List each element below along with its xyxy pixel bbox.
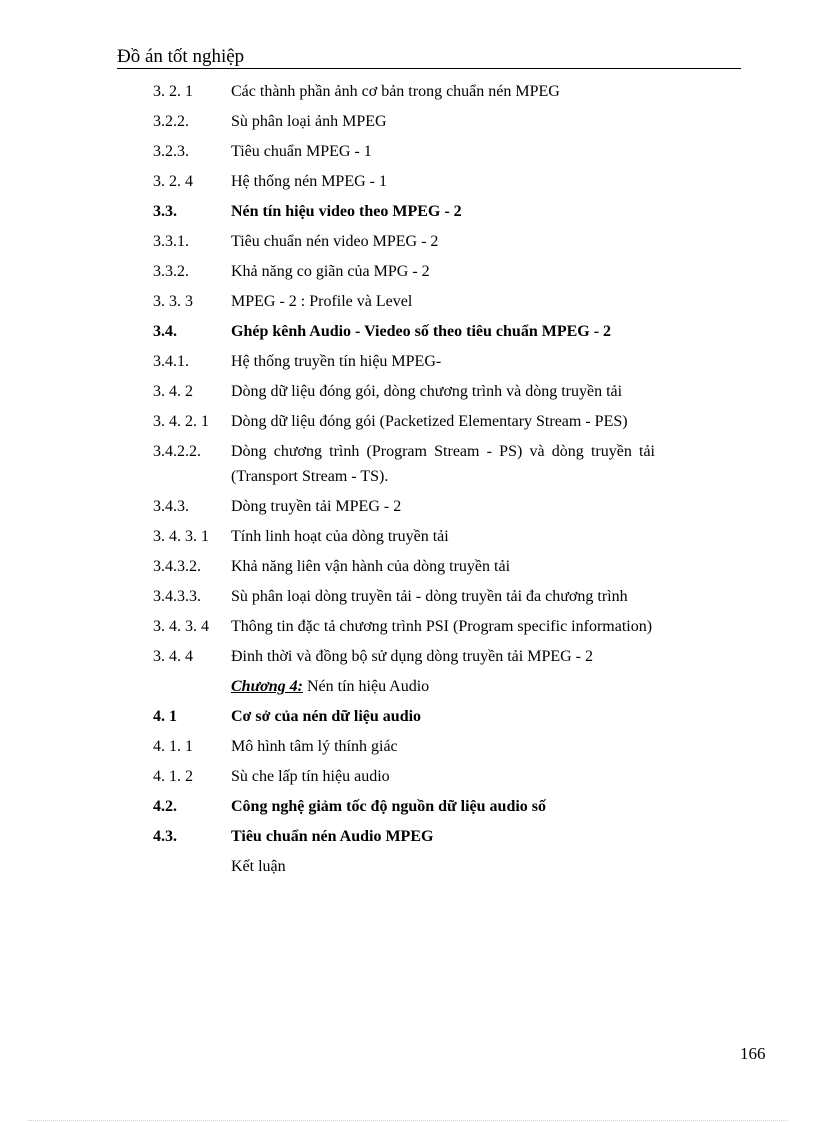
- toc-entry: [153, 794, 655, 819]
- toc-entry: [153, 644, 655, 669]
- toc-entry-title: Tiêu chuẩn MPEG - 1: [231, 143, 372, 160]
- toc-entry-title: Các thành phần ảnh cơ bản trong chuẩn nén MPEG: [231, 83, 560, 100]
- toc-entry-number: 3. 2. 4: [153, 173, 193, 190]
- toc-entry-title: Dòng chương trình (Program Stream - PS) và dòng truyền tải (Transport Stream - TS).: [231, 443, 655, 485]
- toc-entry-number: 4. 1. 2: [153, 768, 193, 785]
- toc-entry: [153, 439, 655, 489]
- toc-list-chapter-4: [153, 704, 655, 849]
- toc-entry-number: 3. 3. 3: [153, 293, 193, 310]
- toc-entry-number: 3.4.1.: [153, 353, 189, 370]
- toc-entry-title: Hệ thống nén MPEG - 1: [231, 173, 387, 190]
- toc-entry-number: 3. 4. 4: [153, 648, 193, 665]
- header-title: Đồ án tốt nghiệp: [117, 46, 245, 67]
- toc-entry-number: 3. 4. 2. 1: [153, 413, 209, 430]
- toc-entry: [153, 169, 655, 194]
- toc-entry: [153, 584, 655, 609]
- toc-entry-number: 3.3.1.: [153, 233, 189, 250]
- toc-entry-number: 3. 4. 2: [153, 383, 193, 400]
- toc-entry: [153, 319, 655, 344]
- toc-entry-title: Tiêu chuẩn nén video MPEG - 2: [231, 233, 439, 250]
- toc-entry-title: Sù phân loại ảnh MPEG: [231, 113, 387, 130]
- conclusion-row: [153, 854, 655, 879]
- toc-entry-title: Ghép kênh Audio - Viedeo số theo tiêu chuẩn MPEG - 2: [231, 323, 612, 340]
- toc-entry: [153, 109, 655, 134]
- toc-entry-title: Tính linh hoạt của dòng truyền tải: [231, 528, 449, 545]
- toc-entry-number: 3.4.3.: [153, 498, 189, 515]
- toc-entry-title: Sù phân loại dòng truyền tải - dòng truyền tải đa chương trình: [231, 588, 628, 605]
- toc-entry-number: 3. 4. 3. 4: [153, 618, 209, 635]
- toc-entry-number: 3.4.3.2.: [153, 558, 201, 575]
- toc-entry: [153, 764, 655, 789]
- chapter-label: Chương 4:: [231, 678, 303, 695]
- toc-entry-title: Công nghệ giảm tốc độ nguồn dữ liệu audio số: [231, 798, 547, 815]
- toc-entry-title: Dòng dữ liệu đóng gói (Packetized Elementary Stream - PES): [231, 413, 628, 430]
- toc-entry: [153, 379, 655, 404]
- toc-entry-number: 3.3.2.: [153, 263, 189, 280]
- page-number: 166: [740, 1044, 766, 1063]
- toc-entry-number: 4. 1: [153, 708, 177, 725]
- toc-entry: [153, 704, 655, 729]
- toc-entry-number: 3.2.2.: [153, 113, 189, 130]
- toc-entry: [153, 229, 655, 254]
- toc-entry: [153, 494, 655, 519]
- toc-entry-title: Sù che lấp tín hiệu audio: [231, 768, 390, 785]
- toc-entry-title: Khả năng liên vận hành của dòng truyền tải: [231, 558, 511, 575]
- toc-entry-title: Hệ thống truyền tín hiệu MPEG-: [231, 353, 442, 370]
- toc-entry-title: Tiêu chuẩn nén Audio MPEG: [231, 828, 434, 845]
- toc-entry-number: 3.4.: [153, 323, 177, 340]
- toc-entry-number: 3.3.: [153, 203, 177, 220]
- chapter-heading: [153, 674, 655, 699]
- toc-entry-number: 4. 1. 1: [153, 738, 193, 755]
- page-header: [117, 46, 741, 69]
- toc-entry-title: Mô hình tâm lý thính giác: [231, 738, 398, 755]
- toc-entry-title: Cơ sở của nén dữ liệu audio: [231, 708, 422, 725]
- toc-entry-number: 4.2.: [153, 798, 177, 815]
- toc-entry-title: MPEG - 2 : Profile và Level: [231, 293, 413, 310]
- table-of-contents: [153, 79, 655, 884]
- toc-entry-number: 3. 2. 1: [153, 83, 193, 100]
- toc-entry-number: 4.3.: [153, 828, 177, 845]
- bottom-rule: [28, 1120, 788, 1121]
- toc-entry-number: 3.4.2.2.: [153, 443, 201, 460]
- toc-entry: [153, 734, 655, 759]
- toc-entry: [153, 79, 655, 104]
- toc-list: [153, 79, 655, 669]
- toc-entry-number: 3. 4. 3. 1: [153, 528, 209, 545]
- toc-entry-title: Thông tin đặc tả chương trình PSI (Program specific information): [231, 618, 653, 635]
- toc-entry: [153, 139, 655, 164]
- toc-entry: [153, 349, 655, 374]
- toc-entry: [153, 409, 655, 434]
- toc-entry-title: Dòng dữ liệu đóng gói, dòng chương trình và dòng truyền tải: [231, 383, 623, 400]
- toc-entry-number: 3.4.3.3.: [153, 588, 201, 605]
- toc-entry: [153, 554, 655, 579]
- toc-entry-title: Nén tín hiệu video theo MPEG - 2: [231, 203, 462, 220]
- toc-entry: [153, 199, 655, 224]
- toc-entry-title: Khả năng co giãn của MPG - 2: [231, 263, 430, 280]
- toc-entry: [153, 259, 655, 284]
- toc-entry-title: Dòng truyền tải MPEG - 2: [231, 498, 402, 515]
- toc-entry-number: 3.2.3.: [153, 143, 189, 160]
- toc-entry: [153, 289, 655, 314]
- chapter-title: Nén tín hiệu Audio: [302, 678, 430, 695]
- toc-entry: [153, 524, 655, 549]
- toc-entry-title: Đinh thời và đồng bộ sử dụng dòng truyền tải MPEG - 2: [231, 648, 593, 665]
- conclusion-title: Kết luận: [231, 858, 286, 875]
- toc-entry: [153, 614, 655, 639]
- toc-entry: [153, 824, 655, 849]
